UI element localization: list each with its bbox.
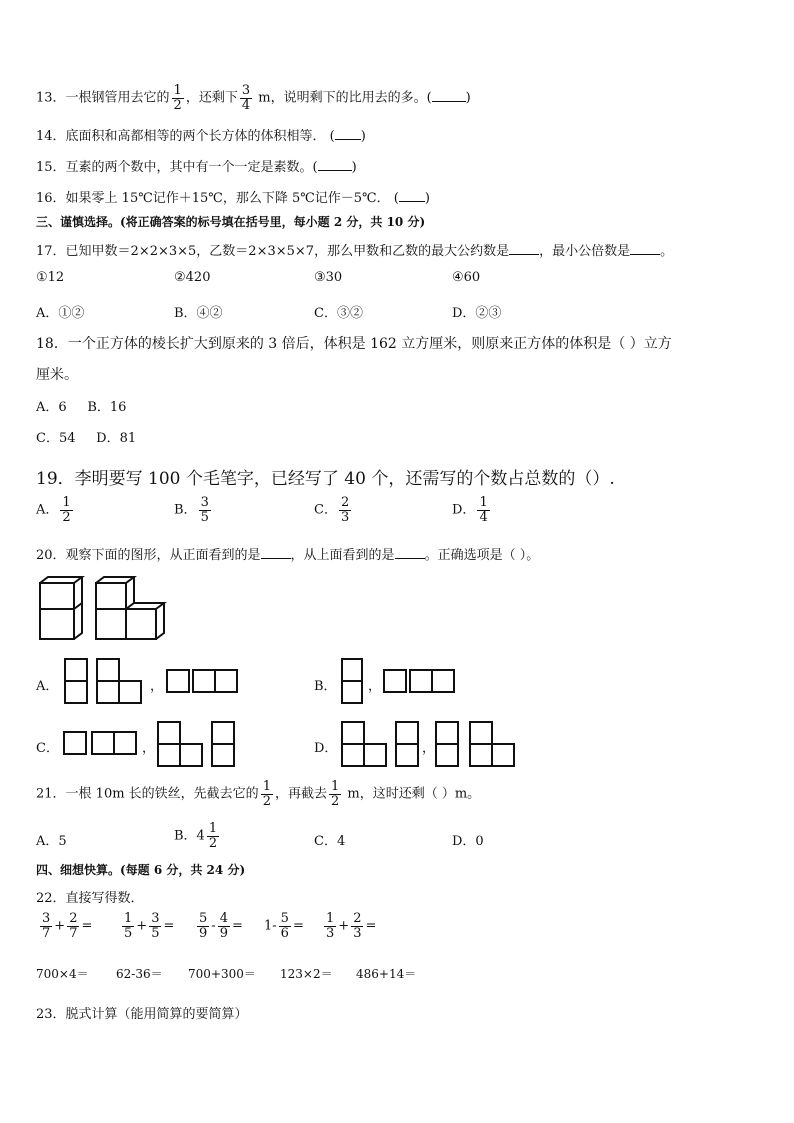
q17-option-b[interactable]: B．④② (174, 306, 223, 321)
answer-blank[interactable] (509, 242, 539, 255)
q19-option-c[interactable]: C． $\frac{2}{3}$ (314, 495, 350, 525)
question-17: 17．已知甲数＝2×2×3×5，乙数＝2×3×5×7，那么甲数和乙数的最大公约数是 ，最小公倍数是 。 (36, 244, 674, 259)
q17-item-1: ①12 (36, 270, 65, 285)
question-22-title: 22．直接写得数． (36, 891, 144, 906)
q21-option-b[interactable]: B．4 $\frac{1}{2}$ (174, 821, 218, 851)
q17-option-d[interactable]: D．②③ (452, 306, 502, 321)
q20-option-d-label[interactable]: D． (314, 741, 338, 756)
q22-calc-4: 123×2＝ (280, 967, 333, 981)
question-23: 23．脱式计算（能用简算的要简算） (36, 1007, 248, 1022)
q17-item-4: ④60 (452, 270, 481, 285)
answer-blank[interactable] (630, 242, 660, 255)
fraction: $\frac{1}{2}$ (173, 83, 182, 113)
section-4-title: 四、细想快算。(每题 6 分，共 24 分) (36, 863, 246, 877)
question-20: 20．观察下面的图形，从正面看到的是 ，从上面看到的是 。正确选项是（ ）。 (36, 548, 540, 563)
q22-fraction-expr-5: $\frac{1}{3}$ + $\frac{2}{3}$ = (326, 911, 377, 941)
question-18-line2: 厘米。 (36, 367, 78, 383)
question-16: 16．如果零上 15℃记作＋15℃，那么下降 5℃记作－5℃． ( ) (36, 191, 430, 206)
q20-option-c-label[interactable]: C． (36, 741, 59, 756)
answer-blank[interactable] (432, 89, 466, 102)
question-15: 15．互素的两个数中，其中有一个一定是素数。( ) (36, 160, 357, 175)
q18-options-row2[interactable]: C．54 D．81 (36, 431, 137, 446)
q22-fraction-expr-2: $\frac{1}{5}$ + $\frac{3}{5}$ = (124, 911, 175, 941)
section-3-title: 三、谨慎选择。(将正确答案的标号填在括号里，每小题 2 分，共 10 分) (36, 215, 426, 229)
answer-blank[interactable] (399, 189, 425, 202)
q22-calc-1: 700×4＝ (36, 967, 89, 981)
question-18-line1: 18．一个正方体的棱长扩大到原来的 3 倍后，体积是 162 立方厘米，则原来正方体的体积是（ ）立方 (36, 336, 672, 352)
question-19: 19．李明要写 100 个毛笔字，已经写了 40 个，还需写的个数占总数的（）. (36, 469, 615, 489)
q20-option-a-label[interactable]: A． (36, 679, 59, 694)
answer-blank[interactable] (261, 546, 291, 559)
q20-comma: ， (422, 741, 436, 756)
q21-option-a[interactable]: A．5 (36, 834, 67, 849)
q19-option-a[interactable]: A． $\frac{1}{2}$ (36, 495, 71, 525)
question-21: 21．一根 10m 长的铁丝，先截去它的 $\frac{1}{2}$ ，再截去 $\frac{1}{2}$ m，这时还剩（ ）m。 (36, 779, 481, 809)
q22-calc-3: 700+300＝ (188, 967, 256, 981)
q20-option-b-figure (340, 657, 465, 707)
question-14: 14．底面积和高都相等的两个长方体的体积相等． ( ) (36, 129, 366, 144)
q19-option-d[interactable]: D． $\frac{1}{4}$ (452, 495, 488, 525)
answer-blank[interactable] (318, 158, 352, 171)
q17-item-3: ③30 (314, 270, 343, 285)
q22-fraction-expr-1: $\frac{3}{7}$ + $\frac{2}{7}$ = (42, 911, 93, 941)
q17-item-2: ②420 (174, 270, 211, 285)
q22-fraction-expr-4: 1- $\frac{5}{6}$ = (264, 911, 304, 941)
q20-option-b-label[interactable]: B． (314, 679, 337, 694)
q22-calc-2: 62-36＝ (116, 967, 163, 981)
q18-options-row1[interactable]: A．6 B．16 (36, 400, 127, 415)
q17-option-a[interactable]: A．①② (36, 306, 85, 321)
q20-comma: ， (368, 679, 382, 694)
q20-comma: ， (150, 679, 164, 694)
answer-blank[interactable] (335, 127, 361, 140)
q21-option-d[interactable]: D．0 (452, 834, 484, 849)
answer-blank[interactable] (395, 546, 425, 559)
q22-calc-5: 486+14＝ (356, 967, 417, 981)
q20-comma: ， (142, 741, 156, 756)
q22-fraction-expr-3: $\frac{5}{9}$ - $\frac{4}{9}$ = (199, 911, 243, 941)
fraction: $\frac{3}{4}$ (241, 83, 251, 113)
q21-option-c[interactable]: C．4 (314, 834, 346, 849)
q19-option-b[interactable]: B． $\frac{3}{5}$ (174, 495, 209, 525)
q20-cube-figure (38, 575, 163, 645)
q17-option-c[interactable]: C．③② (314, 306, 363, 321)
question-13: 13．一根钢管用去它的 $\frac{1}{2}$ ，还剩下 $\frac{3}{4}$ m，说明剩下的比用去的多。( ) (36, 83, 471, 113)
